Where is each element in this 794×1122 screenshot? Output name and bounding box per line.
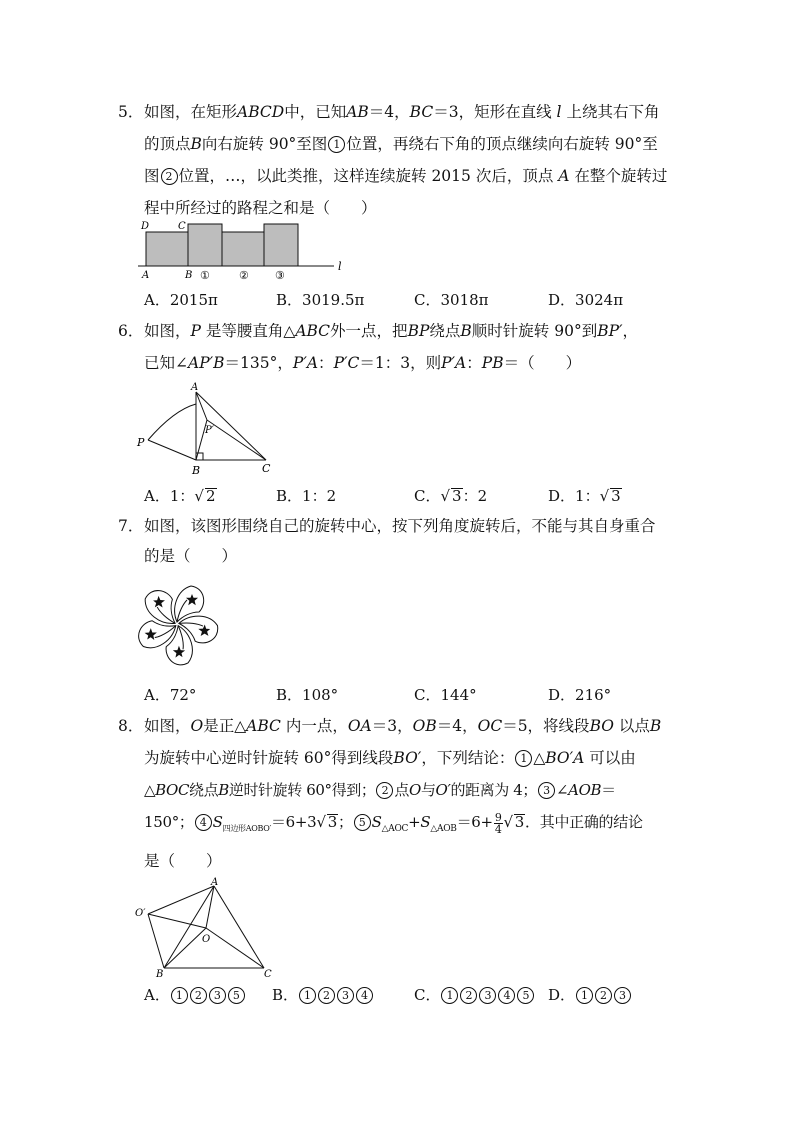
label-circle-2: ② [239, 269, 249, 282]
text: 如图，在矩形 [144, 103, 238, 121]
star-2 [198, 623, 212, 638]
label-b: B [156, 969, 164, 980]
star-4 [142, 627, 158, 643]
text: A．1： [144, 487, 195, 505]
circled-number: 3 [479, 987, 496, 1004]
circled-number: 2 [318, 987, 335, 1004]
text: AOB [568, 781, 602, 799]
text: ； [337, 813, 353, 831]
option-d[interactable] [548, 485, 622, 507]
text: 位置，…，以此类推，这样连续旋转 2015 次后，顶点 [178, 167, 554, 185]
text: 是等腰直角△ [205, 322, 296, 340]
text: S [371, 813, 382, 831]
option-d[interactable] [548, 984, 632, 1006]
text: 点 [394, 781, 410, 799]
text: 程中所经过的路程之和是（ ） [144, 199, 377, 217]
radicand: 3 [611, 487, 621, 505]
question-number: 8． [118, 717, 144, 735]
text: 位置，再绕右下角的顶点继续向右旋转 90°至 [346, 135, 658, 153]
circled-number: 5 [354, 814, 371, 831]
circled-number: 1 [515, 750, 532, 767]
q8-triangle-figure [134, 876, 284, 980]
segment-o-prime-a [148, 886, 214, 914]
circled-number: 1 [576, 987, 593, 1004]
label-b: B [192, 464, 201, 477]
option-c[interactable]: C．144° [414, 686, 477, 704]
circled-number: 2 [376, 782, 393, 799]
text: ＝1：3，则 [359, 354, 442, 372]
circled-number: 1 [171, 987, 188, 1004]
text: △ [144, 781, 156, 799]
text: ＝6+3 [270, 813, 317, 831]
label-d: D [141, 221, 150, 232]
text: OA [347, 717, 372, 735]
text: B [218, 781, 229, 799]
rect-abcd [146, 232, 188, 266]
text: ABC [246, 717, 281, 735]
text: 的是（ ） [144, 547, 238, 565]
text: ＝3，矩形在直线 [433, 103, 552, 121]
text: 的距离为 4； [450, 781, 537, 799]
text: ＝5，将线段 [502, 717, 590, 735]
label-l: l [338, 260, 342, 273]
text: O′ [435, 781, 451, 799]
question-8 [118, 710, 698, 877]
label-p-prime: P′ [205, 425, 214, 436]
radical: √ [194, 487, 204, 505]
text: B． [272, 986, 299, 1004]
circled-number: 2 [161, 168, 178, 185]
question-5 [118, 96, 698, 224]
question-number: 5． [118, 103, 144, 121]
segment-ac [214, 886, 264, 968]
text: ＝（ ） [503, 354, 582, 372]
text: ＝ [601, 781, 616, 799]
text: ABCD [237, 103, 285, 121]
text: C． [414, 487, 441, 505]
option-a[interactable] [144, 984, 246, 1006]
rect-position-2 [222, 232, 264, 266]
q5-rectangle-figure [138, 216, 348, 284]
option-a[interactable]: A．72° [144, 686, 197, 704]
fraction [494, 812, 503, 835]
text: P′A [292, 354, 319, 372]
label-c: C [262, 462, 271, 475]
radicand: 3 [327, 813, 337, 831]
segment-pb [148, 440, 196, 460]
text: P [190, 322, 201, 340]
question-number: 7． [118, 517, 144, 535]
text: 顺时针旋转 90°到 [471, 322, 598, 340]
text: l [556, 103, 562, 121]
text: OB [412, 717, 437, 735]
text: 外一点，把 [330, 322, 408, 340]
option-c[interactable] [414, 984, 535, 1006]
subscript: 四边形AOBO′ [222, 824, 271, 833]
question-6 [118, 315, 698, 379]
label-a: A [211, 877, 219, 888]
text: D． [548, 986, 576, 1004]
segment-pc [207, 420, 266, 460]
option-b[interactable]: B．108° [276, 686, 339, 704]
text: ： [318, 354, 334, 372]
text: 绕点 [429, 322, 461, 340]
text: 逆时针旋转 60°得到； [228, 781, 376, 799]
text: A． [144, 986, 170, 1004]
circled-number: 5 [517, 987, 534, 1004]
text: 可以由 [589, 749, 636, 767]
label-circle-1: ① [200, 269, 210, 282]
text: 是正△ [203, 717, 247, 735]
label-a: A [142, 270, 150, 281]
label-p: P [137, 436, 145, 449]
text: 在整个旋转过 [574, 167, 668, 185]
text: AB [346, 103, 369, 121]
text: ＝4， [436, 717, 478, 735]
radicand: 3 [514, 813, 525, 831]
text: 如图， [144, 322, 191, 340]
option-d[interactable]: D．3024π [548, 291, 624, 309]
denominator: 4 [494, 822, 502, 836]
text: BO′A [545, 749, 585, 767]
text: OC [477, 717, 503, 735]
text: P′C [333, 354, 360, 372]
label-circle-3: ③ [275, 269, 285, 282]
label-o: O [202, 934, 211, 945]
text: 已知∠ [144, 354, 188, 372]
text: ＝135°， [224, 354, 293, 372]
text: ：2 [462, 487, 488, 505]
text: 与 [420, 781, 436, 799]
text: D．1： [548, 487, 600, 505]
text: ，下列结论： [421, 749, 515, 767]
label-a: A [191, 382, 199, 393]
circled-number: 1 [299, 987, 316, 1004]
text: BP [407, 322, 430, 340]
text: ＝6+ [456, 813, 493, 831]
option-a[interactable] [144, 485, 217, 507]
text: 内一点， [285, 717, 348, 735]
text: BO′ [393, 749, 422, 767]
label-b: B [185, 270, 193, 281]
option-c[interactable] [414, 485, 487, 507]
circled-number: 3 [337, 987, 354, 1004]
text: △ [533, 749, 546, 767]
text: 以点 [618, 717, 650, 735]
text: AP′B [188, 354, 225, 372]
radical: √ [503, 813, 513, 831]
text: BO [589, 717, 614, 735]
circled-number: 3 [209, 987, 226, 1004]
text: B [649, 717, 662, 735]
option-b[interactable]: B．1：2 [276, 487, 337, 505]
text: 的顶点 [144, 135, 191, 153]
radical: √ [599, 487, 610, 505]
radicand: 2 [205, 487, 216, 505]
text: ＝4， [368, 103, 410, 121]
text: ＝3， [371, 717, 413, 735]
text: 为旋转中心逆时针旋转 60°得到线段 [144, 749, 394, 767]
text: PB [481, 354, 504, 372]
option-a[interactable]: A．2015π [144, 291, 218, 309]
segment-oc [206, 928, 264, 968]
circled-number: 3 [614, 987, 631, 1004]
circled-number: 2 [595, 987, 612, 1004]
q6-triangle-figure [134, 380, 284, 480]
radical: √ [440, 487, 451, 505]
circled-number: 2 [190, 987, 207, 1004]
text: 是（ ） [144, 852, 222, 870]
label-c: C [178, 221, 186, 232]
text: S [212, 813, 223, 831]
text: BP′ [597, 322, 623, 340]
text: A [558, 167, 570, 185]
rect-position-1 [188, 224, 222, 266]
circled-number: 3 [538, 782, 555, 799]
radical: √ [316, 813, 326, 831]
option-b[interactable]: B．3019.5π [276, 291, 365, 309]
text: 如图，该图形围绕自己的旋转中心，按下列角度旋转后，不能与其自身重合 [144, 517, 656, 535]
text: O [409, 781, 421, 799]
text: ABC [295, 322, 331, 340]
star-1 [186, 594, 198, 605]
text: 向右旋转 90°至图 [201, 135, 328, 153]
arc [148, 404, 196, 440]
text: B [460, 322, 472, 340]
text: 上绕其右下角 [566, 103, 660, 121]
label-o-prime: O′ [135, 908, 146, 919]
circled-number: 4 [195, 814, 212, 831]
radicand: 3 [452, 487, 462, 505]
circled-number: 4 [498, 987, 515, 1004]
text: ．其中正确的结论 [525, 813, 643, 831]
text: P′A [441, 354, 467, 372]
text: +S [408, 813, 431, 831]
option-d[interactable]: D．216° [548, 686, 612, 704]
circled-number: 1 [441, 987, 458, 1004]
label-c: C [264, 969, 272, 980]
subscript: △AOB [430, 824, 457, 834]
option-b[interactable] [272, 984, 374, 1006]
text: ∠ [555, 781, 569, 799]
circled-number: 5 [228, 987, 245, 1004]
text: BOC [155, 781, 190, 799]
text: 绕点 [189, 781, 219, 799]
numerator: 9 [494, 810, 502, 824]
text: ， [622, 322, 639, 340]
circled-number: 1 [328, 136, 345, 153]
text: ： [466, 354, 482, 372]
text: 中，已知 [284, 103, 347, 121]
text: 图 [144, 167, 160, 185]
question-7 [118, 510, 698, 572]
circled-number: 2 [460, 987, 477, 1004]
segment-b-o-prime [148, 914, 164, 968]
circled-number: 4 [356, 987, 373, 1004]
q7-bauhinia-figure [132, 580, 222, 668]
question-number: 6． [118, 322, 144, 340]
text: C． [414, 986, 441, 1004]
rect-position-3 [264, 224, 298, 266]
segment-o-prime-o [148, 914, 206, 928]
option-c[interactable]: C．3018π [414, 291, 489, 309]
text: B [190, 135, 202, 153]
text: 如图， [144, 717, 191, 735]
subscript: △AOC [381, 824, 409, 834]
text: BC [409, 103, 434, 121]
star-5 [151, 595, 165, 610]
star-3 [171, 644, 187, 660]
text: O [190, 717, 204, 735]
segment-ap [196, 392, 207, 420]
text: 150°； [144, 813, 194, 831]
